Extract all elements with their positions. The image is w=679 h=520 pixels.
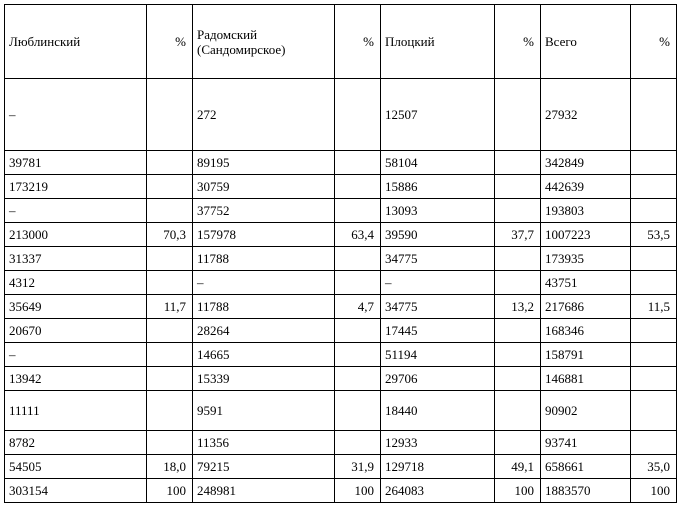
table-cell: 31337 (5, 247, 147, 271)
table-cell: 4312 (5, 271, 147, 295)
table-cell: 13942 (5, 367, 147, 391)
table-cell: 27932 (541, 79, 631, 151)
table-cell: 158791 (541, 343, 631, 367)
table-cell: 217686 (541, 295, 631, 319)
table-cell: 70,3 (147, 223, 193, 247)
table-cell: 100 (147, 479, 193, 503)
table-cell: 11111 (5, 391, 147, 431)
table-cell: 31,9 (335, 455, 381, 479)
table-cell (335, 431, 381, 455)
table-cell: – (5, 199, 147, 223)
header-cell: Плоцкий (381, 5, 495, 79)
table-cell: 173219 (5, 175, 147, 199)
table-row (5, 247, 677, 271)
table-cell: 100 (495, 479, 541, 503)
table-cell (631, 175, 677, 199)
table-row (5, 271, 677, 295)
table-row (5, 151, 677, 175)
header-cell: Всего (541, 5, 631, 79)
table-cell (495, 391, 541, 431)
table-cell: – (193, 271, 335, 295)
header-cell-text: Радомский (Сандомирское) (197, 26, 286, 57)
header-cell: % (335, 5, 381, 79)
table-cell (495, 175, 541, 199)
table-cell (495, 367, 541, 391)
table-cell: 35649 (5, 295, 147, 319)
table-cell (631, 271, 677, 295)
table-cell (147, 79, 193, 151)
table-row (5, 175, 677, 199)
table-cell (631, 151, 677, 175)
table-cell (335, 151, 381, 175)
table-cell (335, 271, 381, 295)
table-cell (495, 199, 541, 223)
table-cell: 11356 (193, 431, 335, 455)
table-cell: 39590 (381, 223, 495, 247)
table-cell: 100 (335, 479, 381, 503)
table-row (5, 343, 677, 367)
table-cell: 15339 (193, 367, 335, 391)
table-cell (147, 367, 193, 391)
table-cell (495, 151, 541, 175)
table-cell (495, 271, 541, 295)
table-cell: 39781 (5, 151, 147, 175)
table-row (5, 391, 677, 431)
table-cell: 442639 (541, 175, 631, 199)
header-cell: % (631, 5, 677, 79)
table-cell: 30759 (193, 175, 335, 199)
table-cell (495, 431, 541, 455)
table-header-row (5, 5, 677, 79)
header-cell (193, 5, 335, 79)
table-cell: 49,1 (495, 455, 541, 479)
table-cell: 63,4 (335, 223, 381, 247)
table-cell: 157978 (193, 223, 335, 247)
table-cell: 1883570 (541, 479, 631, 503)
table-cell: 18440 (381, 391, 495, 431)
table-cell: 54505 (5, 455, 147, 479)
table-cell: 11,5 (631, 295, 677, 319)
table-cell (335, 247, 381, 271)
table-cell (631, 431, 677, 455)
table-row (5, 479, 677, 503)
table-cell (495, 319, 541, 343)
table-cell (147, 199, 193, 223)
table-cell: 34775 (381, 295, 495, 319)
table-cell: 8782 (5, 431, 147, 455)
table-cell: 1007223 (541, 223, 631, 247)
table-cell: 12933 (381, 431, 495, 455)
table-cell (631, 199, 677, 223)
table-cell: 29706 (381, 367, 495, 391)
table-cell: – (5, 79, 147, 151)
table-cell: 248981 (193, 479, 335, 503)
table-cell: – (5, 343, 147, 367)
table-cell (335, 343, 381, 367)
table-cell: 272 (193, 79, 335, 151)
table-cell (147, 431, 193, 455)
table-cell: 11,7 (147, 295, 193, 319)
table-cell: 15886 (381, 175, 495, 199)
table-cell (335, 391, 381, 431)
table-cell (147, 271, 193, 295)
table-cell: 129718 (381, 455, 495, 479)
table-cell: 13,2 (495, 295, 541, 319)
table-cell (631, 391, 677, 431)
table-cell: 53,5 (631, 223, 677, 247)
table-cell (147, 391, 193, 431)
table-cell: 89195 (193, 151, 335, 175)
table-row (5, 79, 677, 151)
table-cell: 37752 (193, 199, 335, 223)
table-row (5, 319, 677, 343)
table-cell: 43751 (541, 271, 631, 295)
table-cell (147, 151, 193, 175)
table-cell: 173935 (541, 247, 631, 271)
table-cell: 193803 (541, 199, 631, 223)
table-cell: 4,7 (335, 295, 381, 319)
header-cell: Люблинский (5, 5, 147, 79)
table-cell: 342849 (541, 151, 631, 175)
table-cell: 9591 (193, 391, 335, 431)
table-cell (631, 79, 677, 151)
table-cell: 20670 (5, 319, 147, 343)
table-cell (631, 367, 677, 391)
table-row (5, 199, 677, 223)
table-cell: 168346 (541, 319, 631, 343)
header-cell: % (495, 5, 541, 79)
table-row (5, 431, 677, 455)
table-cell: – (381, 271, 495, 295)
table-cell: 93741 (541, 431, 631, 455)
table-cell: 303154 (5, 479, 147, 503)
table-cell (631, 343, 677, 367)
table-cell: 213000 (5, 223, 147, 247)
table-cell (631, 319, 677, 343)
table-cell (147, 319, 193, 343)
table-cell: 58104 (381, 151, 495, 175)
data-table (4, 4, 677, 503)
table-cell (147, 343, 193, 367)
table-cell: 79215 (193, 455, 335, 479)
table-cell (147, 247, 193, 271)
header-cell: % (147, 5, 193, 79)
table-cell: 37,7 (495, 223, 541, 247)
table-cell: 12507 (381, 79, 495, 151)
table-cell: 18,0 (147, 455, 193, 479)
table-cell: 13093 (381, 199, 495, 223)
table-cell (335, 319, 381, 343)
table-row (5, 455, 677, 479)
table-row (5, 295, 677, 319)
table-cell: 658661 (541, 455, 631, 479)
table-cell (495, 247, 541, 271)
table-cell (335, 175, 381, 199)
table-cell: 146881 (541, 367, 631, 391)
table-cell: 28264 (193, 319, 335, 343)
table-cell: 34775 (381, 247, 495, 271)
table-cell (335, 199, 381, 223)
table-cell: 11788 (193, 247, 335, 271)
table-row (5, 367, 677, 391)
table-cell: 264083 (381, 479, 495, 503)
table-cell (147, 175, 193, 199)
table-cell (335, 367, 381, 391)
table-cell: 35,0 (631, 455, 677, 479)
table-cell: 11788 (193, 295, 335, 319)
table-cell (631, 247, 677, 271)
table-cell: 100 (631, 479, 677, 503)
table-cell (335, 79, 381, 151)
table-cell: 90902 (541, 391, 631, 431)
table-cell: 14665 (193, 343, 335, 367)
table-cell: 51194 (381, 343, 495, 367)
table-cell (495, 79, 541, 151)
table-cell (495, 343, 541, 367)
table-cell: 17445 (381, 319, 495, 343)
table-row (5, 223, 677, 247)
